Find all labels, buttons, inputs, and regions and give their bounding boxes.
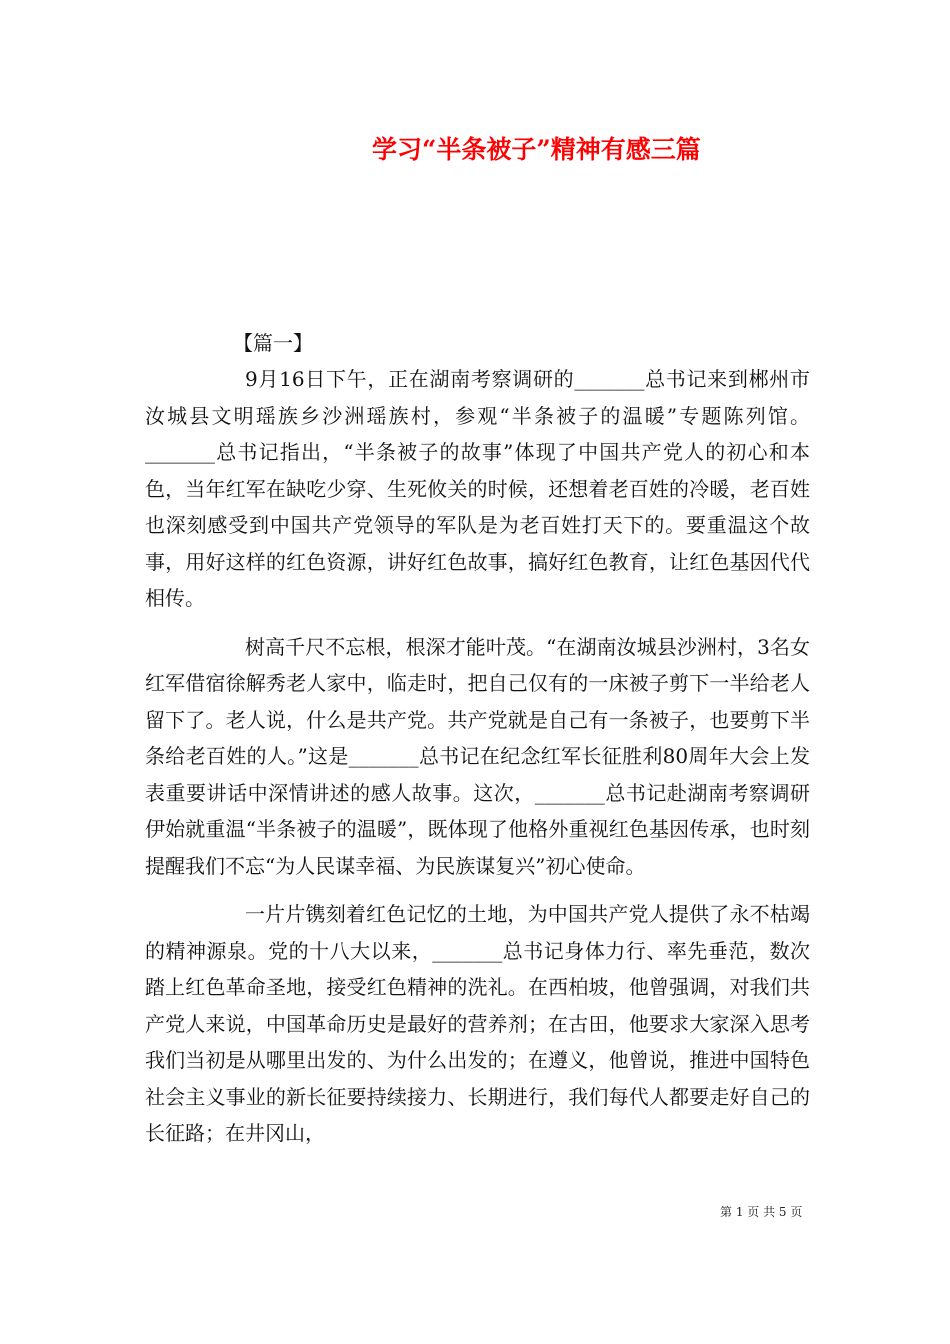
paragraph-3: 一片片镌刻着红色记忆的土地，为中国共产党人提供了永不枯竭的精神源泉。党的十八大以来，_______总书记身体力行、率先垂范，数次踏上红色革命圣地，接受红色精神的洗礼。在西柏坡，他曾强调，对我们共产党人来说，中国革命历史是最好的营养剂；在古田，他要求大家深入思考我们当初是从哪里出发的、为什么出发的；在遵义，他曾说，推进中国特色社会主义事业的新长征要持续接力、长期进行，我们每代人都要走好自己的长征路；在井冈山， bbox=[145, 902, 810, 1145]
page-number-footer: 第 1 页 共 5 页 bbox=[720, 1205, 803, 1219]
document-title: 学习“半条被子”精神有感三篇 bbox=[372, 135, 701, 164]
document-body bbox=[145, 361, 810, 1152]
section-heading: 【篇一】 bbox=[233, 331, 313, 355]
paragraph-2: 树高千尺不忘根，根深才能叶茂。“在湖南汝城县沙洲村，3名女红军借宿徐解秀老人家中，临走时，把自己仅有的一床被子剪下一半给老人留下了。老人说，什么是共产党。共产党就是自己有一条被子，也要剪下半条给老百姓的人。”这是_______总书记在纪念红军长征胜利80周年大会上发表重要讲话中深情讲述的感人故事。这次，_______总书记赴湖南考察调研伊始就重温“半条被子的温暖”，既体现了他格外重视红色基因传承，也时刻提醒我们不忘“为人民谋幸福、为民族谋复兴”初心使命。 bbox=[145, 634, 810, 878]
paragraph-1: 9月16日下午，正在湖南考察调研的_______总书记来到郴州市汝城县文明瑶族乡沙洲瑶族村，参观“半条被子的温暖”专题陈列馆。_______总书记指出，“半条被子的故事”体现了中国共产党人的初心和本色，当年红军在缺吃少穿、生死攸关的时候，还想着老百姓的冷暖，老百姓也深刻感受到中国共产党领导的军队是为老百姓打天下的。要重温这个故事，用好这样的红色资源，讲好红色故事，搞好红色教育，让红色基因代代相传。 bbox=[145, 367, 810, 610]
